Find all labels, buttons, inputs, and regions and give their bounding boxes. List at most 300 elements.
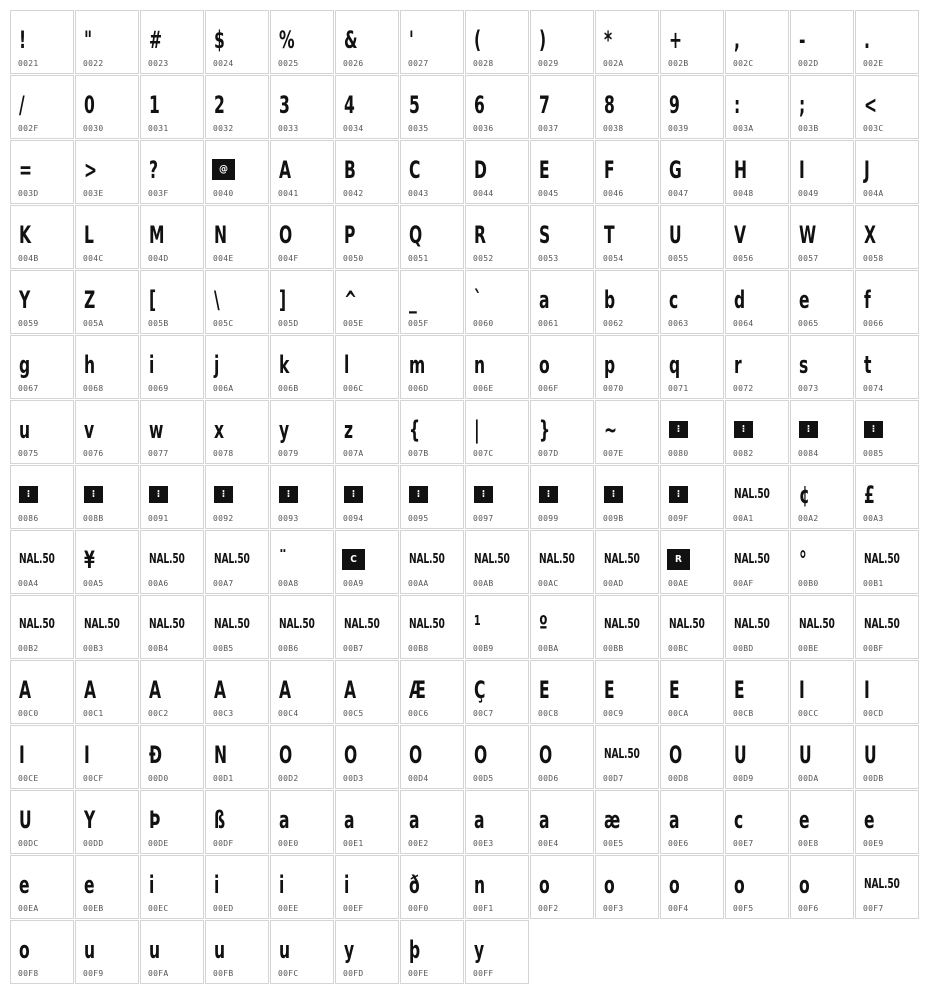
glyph-codepoint: 0073 [798, 384, 819, 393]
glyph-sample: Y [19, 286, 31, 314]
glyph-cell [205, 400, 269, 464]
glyph-cell [855, 400, 919, 464]
glyph-codepoint: 0074 [863, 384, 884, 393]
glyph-sample: ; [799, 91, 806, 119]
glyph-codepoint: 0094 [343, 514, 364, 523]
glyph-codepoint: 00F5 [733, 904, 754, 913]
glyph-codepoint: 00EB [83, 904, 104, 913]
glyph-sample: a [539, 286, 550, 314]
glyph-sample: * [604, 26, 613, 54]
glyph-sample: s [799, 351, 809, 379]
glyph-cell [400, 335, 464, 399]
glyph-sample: a [279, 806, 290, 834]
glyph-codepoint: 00D7 [603, 774, 624, 783]
glyph-codepoint: 0077 [148, 449, 169, 458]
glyph-cell [790, 140, 854, 204]
glyph-codepoint: 0085 [863, 449, 884, 458]
glyph-sample: NAL.50 [474, 552, 510, 567]
glyph-sample: I [799, 156, 805, 184]
glyph-codepoint: 00E5 [603, 839, 624, 848]
glyph-sample: 2 [214, 91, 225, 119]
glyph-sample: ⁝ [214, 486, 233, 503]
glyph-codepoint: 00E3 [473, 839, 494, 848]
glyph-codepoint: 00B7 [343, 644, 364, 653]
glyph-cell [465, 660, 529, 724]
glyph-sample: NAL.50 [734, 617, 770, 632]
glyph-sample: þ [409, 936, 421, 964]
glyph-cell [725, 790, 789, 854]
glyph-cell [10, 75, 74, 139]
glyph-sample: + [669, 26, 683, 54]
glyph-codepoint: 00F7 [863, 904, 884, 913]
glyph-codepoint: 004F [278, 254, 299, 263]
glyph-cell [140, 10, 204, 74]
glyph-cell [530, 140, 594, 204]
glyph-codepoint: 0075 [18, 449, 39, 458]
glyph-cell [595, 140, 659, 204]
glyph-codepoint: 00E2 [408, 839, 429, 848]
glyph-cell [335, 530, 399, 594]
glyph-sample: L [84, 221, 94, 249]
glyph-codepoint: 00C9 [603, 709, 624, 718]
glyph-cell [205, 10, 269, 74]
glyph-codepoint: 00D4 [408, 774, 429, 783]
glyph-codepoint: 009B [603, 514, 624, 523]
glyph-cell [465, 335, 529, 399]
glyph-sample: ⁝ [149, 486, 168, 503]
glyph-codepoint: 0053 [538, 254, 559, 263]
glyph-cell [270, 530, 334, 594]
glyph-codepoint: 0084 [798, 449, 819, 458]
glyph-sample: Æ [409, 676, 426, 704]
glyph-cell [270, 660, 334, 724]
glyph-sample: 3 [279, 91, 290, 119]
glyph-cell [660, 725, 724, 789]
glyph-cell [205, 335, 269, 399]
glyph-cell [400, 920, 464, 984]
glyph-sample: S [539, 221, 551, 249]
glyph-cell [205, 790, 269, 854]
glyph-cell [725, 270, 789, 334]
glyph-cell [595, 205, 659, 269]
glyph-sample: @ [214, 161, 233, 178]
glyph-sample: ? [149, 156, 159, 184]
glyph-sample: O [344, 741, 358, 769]
glyph-sample: z [344, 416, 354, 444]
glyph-codepoint: 0095 [408, 514, 429, 523]
glyph-cell [10, 920, 74, 984]
glyph-codepoint: 0062 [603, 319, 624, 328]
glyph-sample: ' [409, 26, 414, 54]
glyph-codepoint: 00FD [343, 969, 364, 978]
glyph-cell [595, 75, 659, 139]
glyph-cell [270, 335, 334, 399]
glyph-cell [790, 75, 854, 139]
glyph-sample: N [214, 221, 228, 249]
glyph-codepoint: 002F [18, 124, 39, 133]
glyph-sample: n [474, 351, 486, 379]
glyph-codepoint: 0078 [213, 449, 234, 458]
glyph-sample: ⁝ [539, 486, 558, 503]
glyph-sample: D [474, 156, 487, 184]
glyph-codepoint: 00A4 [18, 579, 39, 588]
glyph-cell [335, 270, 399, 334]
glyph-sample: j [214, 351, 220, 379]
glyph-cell [725, 205, 789, 269]
glyph-cell [270, 920, 334, 984]
glyph-codepoint: 002D [798, 59, 819, 68]
glyph-codepoint: 0049 [798, 189, 819, 198]
glyph-cell [10, 335, 74, 399]
glyph-codepoint: 00F9 [83, 969, 104, 978]
glyph-codepoint: 00FF [473, 969, 494, 978]
glyph-codepoint: 00E0 [278, 839, 299, 848]
glyph-cell [465, 530, 529, 594]
glyph-cell [10, 790, 74, 854]
glyph-codepoint: 0055 [668, 254, 689, 263]
glyph-sample: A [149, 676, 162, 704]
glyph-cell [335, 335, 399, 399]
glyph-sample: æ [604, 806, 621, 834]
glyph-sample: v [84, 416, 95, 444]
glyph-codepoint: 00AB [473, 579, 494, 588]
glyph-codepoint: 0056 [733, 254, 754, 263]
glyph-sample: 9 [669, 91, 680, 119]
glyph-codepoint: 004D [148, 254, 169, 263]
glyph-codepoint: 00DB [863, 774, 884, 783]
glyph-cell [10, 530, 74, 594]
glyph-sample: NAL.50 [799, 617, 835, 632]
glyph-codepoint: 0038 [603, 124, 624, 133]
glyph-sample: h [84, 351, 96, 379]
glyph-sample: 8 [604, 91, 615, 119]
glyph-sample: Þ [149, 806, 161, 834]
glyph-sample: ß [214, 806, 226, 834]
glyph-sample: q [669, 351, 681, 379]
glyph-cell [725, 660, 789, 724]
glyph-codepoint: 0034 [343, 124, 364, 133]
glyph-cell [400, 10, 464, 74]
glyph-cell [75, 75, 139, 139]
glyph-sample: x [214, 416, 225, 444]
glyph-sample: < [864, 91, 878, 119]
glyph-codepoint: 004C [83, 254, 104, 263]
glyph-codepoint: 0099 [538, 514, 559, 523]
glyph-codepoint: 00F4 [668, 904, 689, 913]
glyph-cell [530, 595, 594, 659]
glyph-sample: N [214, 741, 228, 769]
glyph-codepoint: 00EE [278, 904, 299, 913]
glyph-sample: U [864, 741, 877, 769]
glyph-codepoint: 00B6 [278, 644, 299, 653]
glyph-codepoint: 003B [798, 124, 819, 133]
glyph-cell [465, 790, 529, 854]
glyph-cell [725, 75, 789, 139]
glyph-cell [725, 140, 789, 204]
glyph-codepoint: 0022 [83, 59, 104, 68]
glyph-cell [530, 530, 594, 594]
glyph-sample: i [214, 871, 220, 899]
glyph-codepoint: 00C5 [343, 709, 364, 718]
glyph-cell [790, 595, 854, 659]
glyph-cell [10, 270, 74, 334]
glyph-cell [530, 270, 594, 334]
glyph-cell [725, 855, 789, 919]
glyph-sample: I [799, 676, 805, 704]
glyph-codepoint: 0058 [863, 254, 884, 263]
glyph-cell [75, 205, 139, 269]
glyph-codepoint: 00D8 [668, 774, 689, 783]
glyph-sample: { [409, 416, 421, 444]
glyph-cell [140, 400, 204, 464]
glyph-codepoint: 00DD [83, 839, 104, 848]
glyph-sample: O [409, 741, 423, 769]
glyph-cell [725, 465, 789, 529]
glyph-codepoint: 00A8 [278, 579, 299, 588]
glyph-codepoint: 0050 [343, 254, 364, 263]
glyph-codepoint: 0047 [668, 189, 689, 198]
glyph-cell [465, 140, 529, 204]
glyph-sample: NAL.50 [669, 617, 705, 632]
glyph-sample: g [19, 351, 31, 379]
glyph-cell [465, 725, 529, 789]
glyph-sample: NAL.50 [604, 552, 640, 567]
glyph-cell [400, 400, 464, 464]
glyph-sample: J [864, 156, 870, 184]
glyph-codepoint: 00B4 [148, 644, 169, 653]
glyph-cell [790, 530, 854, 594]
glyph-sample: ¹ [474, 611, 481, 639]
glyph-cell [75, 270, 139, 334]
glyph-cell [140, 660, 204, 724]
glyph-codepoint: 00CE [18, 774, 39, 783]
glyph-cell [75, 595, 139, 659]
glyph-cell [660, 205, 724, 269]
glyph-cell [270, 75, 334, 139]
glyph-cell [10, 140, 74, 204]
glyph-sample: º [539, 611, 548, 639]
glyph-codepoint: 0054 [603, 254, 624, 263]
glyph-cell [140, 205, 204, 269]
glyph-sample: a [474, 806, 485, 834]
glyph-sample: NAL.50 [409, 552, 445, 567]
glyph-sample: A [84, 676, 97, 704]
glyph-cell [75, 335, 139, 399]
glyph-cell [10, 205, 74, 269]
glyph-sample: o [799, 871, 810, 899]
glyph-cell [530, 660, 594, 724]
glyph-sample: y [344, 936, 355, 964]
glyph-cell [140, 920, 204, 984]
glyph-sample: ⁝ [799, 421, 818, 438]
glyph-codepoint: 00FE [408, 969, 429, 978]
glyph-codepoint: 00E4 [538, 839, 559, 848]
glyph-cell [855, 855, 919, 919]
glyph-sample: P [344, 221, 356, 249]
glyph-cell [400, 205, 464, 269]
glyph-codepoint: 0041 [278, 189, 299, 198]
glyph-codepoint: 00F1 [473, 904, 494, 913]
glyph-codepoint: 0025 [278, 59, 299, 68]
glyph-codepoint: 00AE [668, 579, 689, 588]
glyph-sample: R [474, 221, 486, 249]
glyph-cell [335, 10, 399, 74]
glyph-sample: > [84, 156, 98, 184]
glyph-codepoint: 002C [733, 59, 754, 68]
glyph-sample: i [149, 871, 155, 899]
glyph-cell [400, 140, 464, 204]
glyph-sample: R [669, 551, 688, 568]
glyph-sample: ° [799, 546, 807, 574]
glyph-cell [140, 140, 204, 204]
glyph-codepoint: 007A [343, 449, 364, 458]
glyph-codepoint: 0048 [733, 189, 754, 198]
glyph-sample: C [409, 156, 421, 184]
glyph-codepoint: 005D [278, 319, 299, 328]
glyph-sample: ( [474, 26, 482, 54]
glyph-codepoint: 00ED [213, 904, 234, 913]
glyph-codepoint: 0076 [83, 449, 104, 458]
glyph-codepoint: 00C8 [538, 709, 559, 718]
glyph-cell [725, 400, 789, 464]
glyph-codepoint: 0064 [733, 319, 754, 328]
glyph-sample: ⁝ [474, 486, 493, 503]
glyph-codepoint: 00CD [863, 709, 884, 718]
glyph-cell [270, 595, 334, 659]
glyph-codepoint: 0052 [473, 254, 494, 263]
glyph-cell [205, 270, 269, 334]
glyph-cell [400, 790, 464, 854]
glyph-codepoint: 0037 [538, 124, 559, 133]
glyph-cell [530, 75, 594, 139]
glyph-cell [855, 595, 919, 659]
glyph-codepoint: 003D [18, 189, 39, 198]
glyph-codepoint: 00A3 [863, 514, 884, 523]
glyph-codepoint: 00BD [733, 644, 754, 653]
glyph-sample: e [799, 286, 810, 314]
glyph-cell [335, 140, 399, 204]
glyph-sample: NAL.50 [19, 552, 55, 567]
glyph-codepoint: 0023 [148, 59, 169, 68]
glyph-codepoint: 0031 [148, 124, 169, 133]
glyph-sample: y [474, 936, 485, 964]
glyph-sample: B [344, 156, 356, 184]
glyph-cell [140, 725, 204, 789]
glyph-codepoint: 00AD [603, 579, 624, 588]
glyph-codepoint: 0059 [18, 319, 39, 328]
glyph-sample: NAL.50 [864, 617, 900, 632]
glyph-sample: o [604, 871, 615, 899]
glyph-cell [140, 465, 204, 529]
glyph-codepoint: 0043 [408, 189, 429, 198]
glyph-sample: ⁝ [604, 486, 623, 503]
glyph-codepoint: 00B8 [408, 644, 429, 653]
glyph-sample: E [604, 676, 615, 704]
glyph-cell [205, 205, 269, 269]
glyph-sample: Z [84, 286, 96, 314]
glyph-codepoint: 00B3 [83, 644, 104, 653]
glyph-codepoint: 0040 [213, 189, 234, 198]
glyph-sample: ! [19, 26, 27, 54]
glyph-sample: U [669, 221, 682, 249]
glyph-sample: O [669, 741, 683, 769]
glyph-cell [270, 400, 334, 464]
glyph-sample: ¥ [84, 546, 95, 574]
glyph-sample: A [19, 676, 32, 704]
glyph-cell [595, 725, 659, 789]
glyph-sample: & [344, 26, 358, 54]
glyph-sample: a [669, 806, 680, 834]
glyph-sample: a [344, 806, 355, 834]
glyph-sample: b [604, 286, 616, 314]
glyph-cell [855, 140, 919, 204]
glyph-cell [790, 660, 854, 724]
glyph-sample: 6 [474, 91, 485, 119]
glyph-codepoint: 007D [538, 449, 559, 458]
glyph-cell [270, 790, 334, 854]
glyph-codepoint: 0071 [668, 384, 689, 393]
glyph-codepoint: 0069 [148, 384, 169, 393]
glyph-sample: 0 [84, 91, 95, 119]
glyph-cell [270, 140, 334, 204]
glyph-sample: ð [409, 871, 420, 899]
glyph-cell [270, 465, 334, 529]
glyph-cell [530, 465, 594, 529]
glyph-sample: i [149, 351, 155, 379]
glyph-codepoint: 004A [863, 189, 884, 198]
glyph-codepoint: 00AC [538, 579, 559, 588]
glyph-sample: % [279, 26, 295, 54]
glyph-cell [660, 660, 724, 724]
glyph-codepoint: 002A [603, 59, 624, 68]
glyph-codepoint: 00C0 [18, 709, 39, 718]
glyph-sample: ⁝ [279, 486, 298, 503]
glyph-sample: E [539, 676, 550, 704]
glyph-sample: 5 [409, 91, 420, 119]
glyph-sample: } [539, 416, 551, 444]
glyph-cell [530, 725, 594, 789]
glyph-cell [530, 205, 594, 269]
glyph-sample: F [604, 156, 615, 184]
glyph-cell [270, 205, 334, 269]
glyph-cell [595, 595, 659, 659]
glyph-codepoint: 005A [83, 319, 104, 328]
glyph-cell [595, 790, 659, 854]
glyph-codepoint: 005E [343, 319, 364, 328]
glyph-cell [595, 270, 659, 334]
glyph-cell [465, 205, 529, 269]
glyph-sample: | [474, 416, 480, 444]
glyph-cell [595, 855, 659, 919]
glyph-cell [855, 335, 919, 399]
glyph-codepoint: 007C [473, 449, 494, 458]
glyph-cell [855, 10, 919, 74]
glyph-cell [660, 270, 724, 334]
glyph-codepoint: 0033 [278, 124, 299, 133]
glyph-cell [660, 140, 724, 204]
glyph-codepoint: 0070 [603, 384, 624, 393]
glyph-codepoint: 00DE [148, 839, 169, 848]
glyph-sample: l [344, 351, 350, 379]
glyph-sample: ⁝ [734, 421, 753, 438]
glyph-sample: t [864, 351, 872, 379]
glyph-codepoint: 0046 [603, 189, 624, 198]
glyph-cell [335, 725, 399, 789]
glyph-cell [75, 855, 139, 919]
glyph-cell [465, 400, 529, 464]
glyph-sample: V [734, 221, 747, 249]
glyph-cell [530, 400, 594, 464]
